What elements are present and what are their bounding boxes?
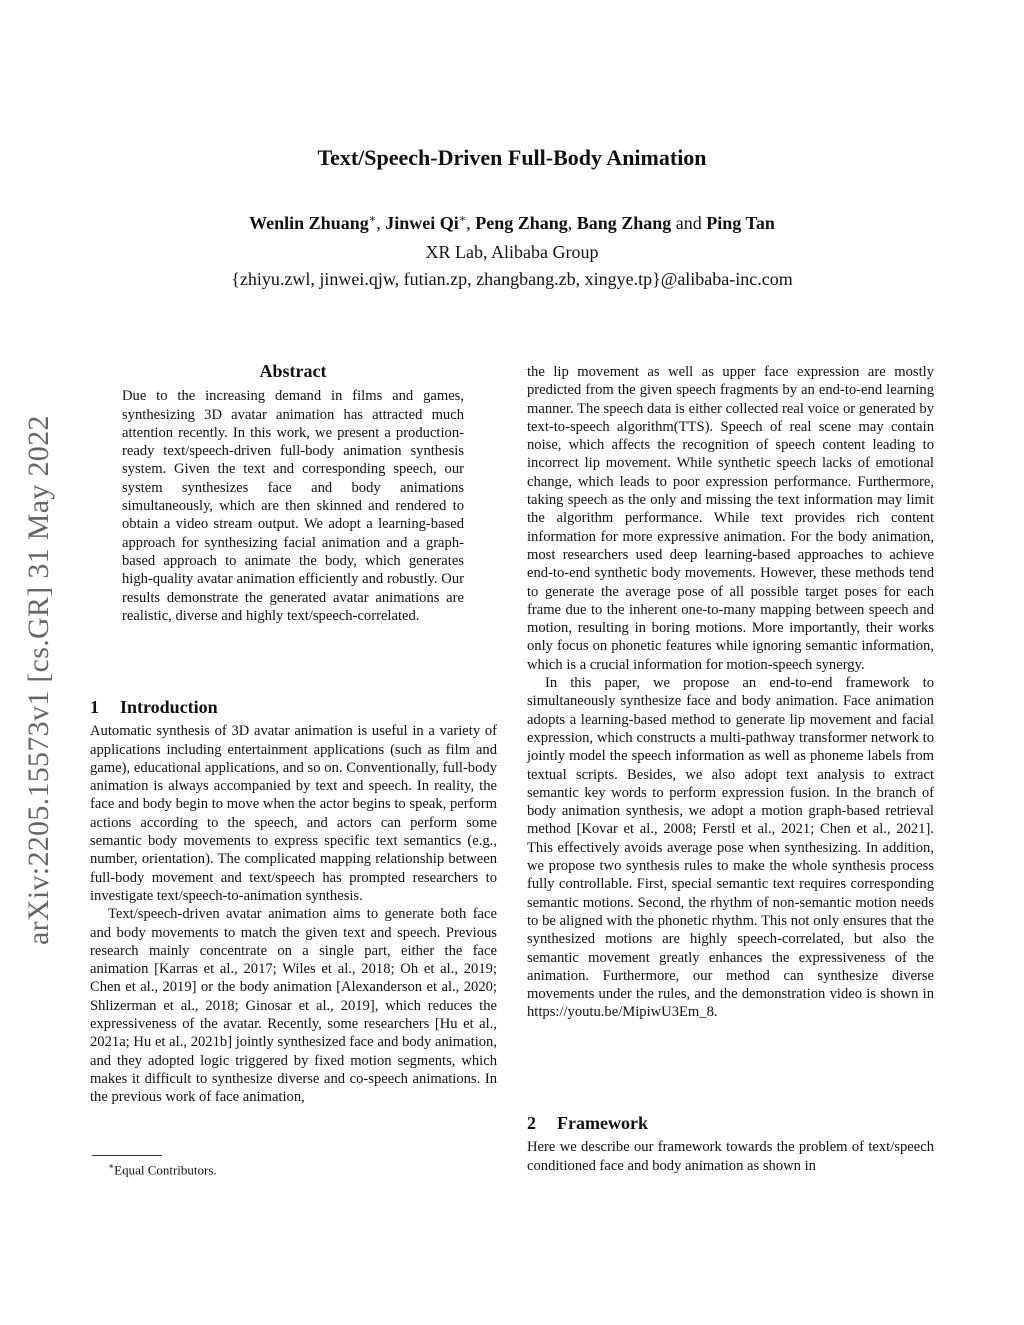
author-conjunction: and [675,213,702,233]
intro-paragraph-2: Text/speech-driven avatar animation aims to generate both face and body movements to match the given text and speech. Previous research mainly concentrate on a single part, either the face animation [Karras et al., 2017; Wiles et al., 2018; Oh et al., 2019; Chen et al., 2019] or the body animation [Alexanderson et al., 2020; Shlizerman et al., 2018; Ginosar et al., 2019], which reduces the expressiveness of the avatar. Recently, some researchers [Hu et al., 2021a; Hu et al., 2021b] jointly synthesized face and body animation, and they adopted logic triggered by fixed motion segments, which makes it difficult to synthesize diverse and co-speech animations. In the previous work of face animation, [90,906,497,1106]
paper-title: Text/Speech-Driven Full-Body Animation [317,145,707,170]
framework-section [527,1114,934,1175]
author-name: Wenlin Zhuang [249,213,369,233]
section-heading [527,1114,934,1132]
equal-contrib-mark: ∗ [368,213,377,225]
section-number: 2 [527,1113,536,1133]
abstract-text: Due to the increasing demand in films and games, synthesizing 3D avatar animation has attracted much attention recently. In this work, we present a production-ready text/speech-driven full-body animation synthesis system. Given the text and corresponding speech, our system synthesizes face and body animations simultaneously, which are then skinned and rendered to obtain a video stream output. We adopt a learning-based approach for synthesizing facial animation and a graph-based approach to animate the body, which generates high-quality avatar animation efficiently and robustly. Our results demonstrate the generated avatar animations are realistic, diverse and highly text/speech-correlated. [122,388,464,624]
footnote-rule [92,1155,162,1156]
author-name: Peng Zhang [475,213,568,233]
author-name: Ping Tan [706,213,775,233]
framework-paragraph-1: Here we describe our framework towards the problem of text/speech conditioned face and body animation as shown in [527,1139,934,1174]
equal-contrib-mark: ∗ [458,213,467,225]
section-number: 1 [90,697,99,717]
footnote-mark: ∗ [108,1161,115,1171]
section-title: Introduction [120,697,218,717]
intro-paragraph-1: Automatic synthesis of 3D avatar animation is useful in a variety of applications including entertainment applications (such as film and game), educational applications, and so on. Conventionally, full-body animation is always accompanied by text and speech. In reality, the face and body begin to move when the actor begins to speak, perform actions according to the speech, and actors can perform some semantic body movements to express specific text semantics (e.g., number, orientation). The complicated mapping relationship between full-body movement and text/speech has prompted researchers to investigate text/speech-to-animation synthesis. [90,723,497,904]
section-heading [90,698,497,716]
author-name: Bang Zhang [576,213,672,233]
abstract-block [122,362,464,625]
author-name: Jinwei Qi [385,213,459,233]
author-emails: {zhiyu.zwl, jinwei.qjw, futian.zp, zhangbang.zb, xingye.tp}@alibaba-inc.com [231,269,793,289]
intro-paragraph-4: In this paper, we propose an end-to-end framework to simultaneously synthesize face and body animation. Face animation adopts a learning-based method to generate lip movement and facial expression, which constructs a multi-pathway transformer network to jointly model the speech information as well as phoneme labels from textual scripts. Besides, we also adopt text analysis to extract semantic key words to perform expression fusion. In the branch of body animation synthesis, we adopt a motion graph-based retrieval method [Kovar et al., 2008; Ferstl et al., 2021; Chen et al., 2021]. This effectively avoids average pose when synthesizing. In addition, we propose two synthesis rules to make the whole synthesis process fully controllable. First, special semantic text requires corresponding semantic motions. Second, the rhythm of non-semantic motion needs to be aligned with the phonetic rhythm. This not only ensures that the synthesized motions are highly speech-correlated, but also the semantic movement greatly enhances the expressiveness of the animation. Furthermore, our method can synthesize diverse movements under the rules, and the demonstration video is shown in https://youtu.be/MipiwU3Em_8. [527,675,934,1021]
arxiv-stamp: arXiv:2205.15573v1 [cs.GR] 31 May 2022 [22,415,55,945]
affiliation: XR Lab, Alibaba Group [425,242,599,262]
section-title: Framework [557,1113,648,1133]
right-column [527,363,934,1022]
footnote-text: Equal Contributors. [114,1162,217,1178]
abstract-heading: Abstract [259,361,327,381]
introduction-section [90,698,497,1107]
author-list: Wenlin Zhuang∗, Jinwei Qi∗, Peng Zhang, Bang Zhang and Ping Tan [249,213,775,233]
footnote [108,1161,217,1178]
intro-paragraph-3: the lip movement as well as upper face expression are mostly predicted from the given speech fragments by an end-to-end learning manner. The speech data is either collected real voice or generated by text-to-speech algorithm(TTS). Speech of real scene may contain noise, which affects the recognition of speech content leading to incorrect lip movement. While synthetic speech lacks of emotional change, which leads to poor expression performance. Furthermore, taking speech as the only and missing the text information may limit the algorithm performance. While text provides rich content information for more expressive animation. For the body animation, most researchers used deep learning-based approaches to achieve end-to-end synthetic body movements. However, these methods tend to generate the average pose of all possible target poses for each frame due to the inherent one-to-many mapping between speech and motion, resulting in boring motions. More importantly, their works only focus on phonetic features while ignoring semantic information, which is a crucial information for motion-speech synergy. [527,364,934,673]
